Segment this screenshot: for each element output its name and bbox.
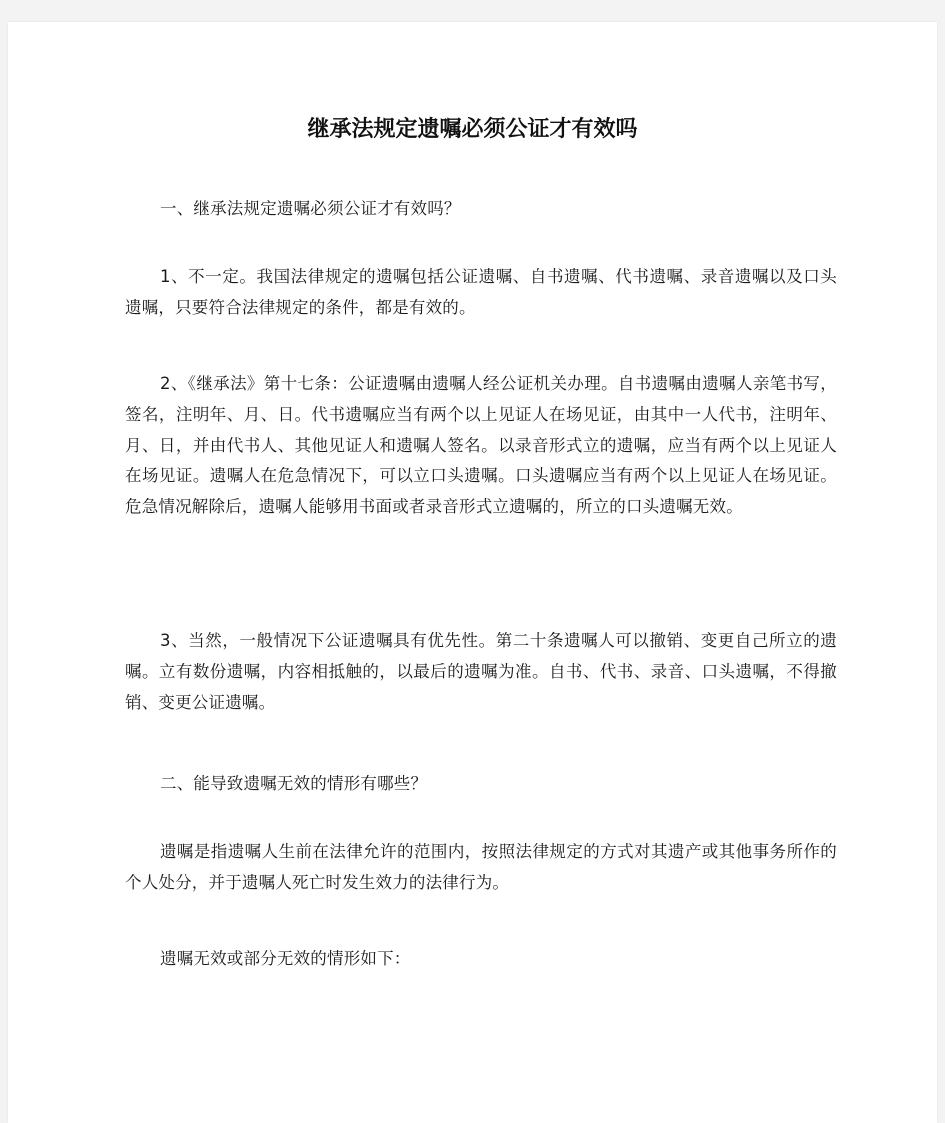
document-page bbox=[8, 22, 937, 1123]
paragraph-5: 遗嘱无效或部分无效的情形如下： bbox=[160, 949, 411, 968]
paragraph-2: 2、《继承法》第十七条：公证遗嘱由遗嘱人经公证机关办理。自书遗嘱由遗嘱人亲笔书写，签名，注明年、月、日。代书遗嘱应当有两个以上见证人在场见证，由其中一人代书，注明年、月、日，并由代书人、其他见证人和遗嘱人签名。以录音形式立的遗嘱，应当有两个以上见证人在场见证。遗嘱人在危急情况下，可以立口头遗嘱。口头遗嘱应当有两个以上见证人在场见证。危急情况解除后，遗嘱人能够用书面或者录音形式立遗嘱的，所立的口头遗嘱无效。 bbox=[125, 374, 837, 517]
document-title: 继承法规定遗嘱必须公证才有效吗 bbox=[307, 117, 638, 142]
paragraph-4: 遗嘱是指遗嘱人生前在法律允许的范围内，按照法律规定的方式对其遗产或其他事务所作的个人处分，并于遗嘱人死亡时发生效力的法律行为。 bbox=[125, 842, 837, 892]
section-heading-1: 一、继承法规定遗嘱必须公证才有效吗？ bbox=[160, 199, 461, 218]
paragraph-1: 1、不一定。我国法律规定的遗嘱包括公证遗嘱、自书遗嘱、代书遗嘱、录音遗嘱以及口头遗嘱，只要符合法律规定的条件，都是有效的。 bbox=[125, 267, 837, 317]
paragraph-3: 3、当然，一般情况下公证遗嘱具有优先性。第二十条遗嘱人可以撤销、变更自己所立的遗嘱。立有数份遗嘱，内容相抵触的，以最后的遗嘱为准。自书、代书、录音、口头遗嘱，不得撤销、变更公证遗嘱。 bbox=[125, 631, 837, 712]
section-heading-2: 二、能导致遗嘱无效的情形有哪些？ bbox=[160, 774, 428, 793]
